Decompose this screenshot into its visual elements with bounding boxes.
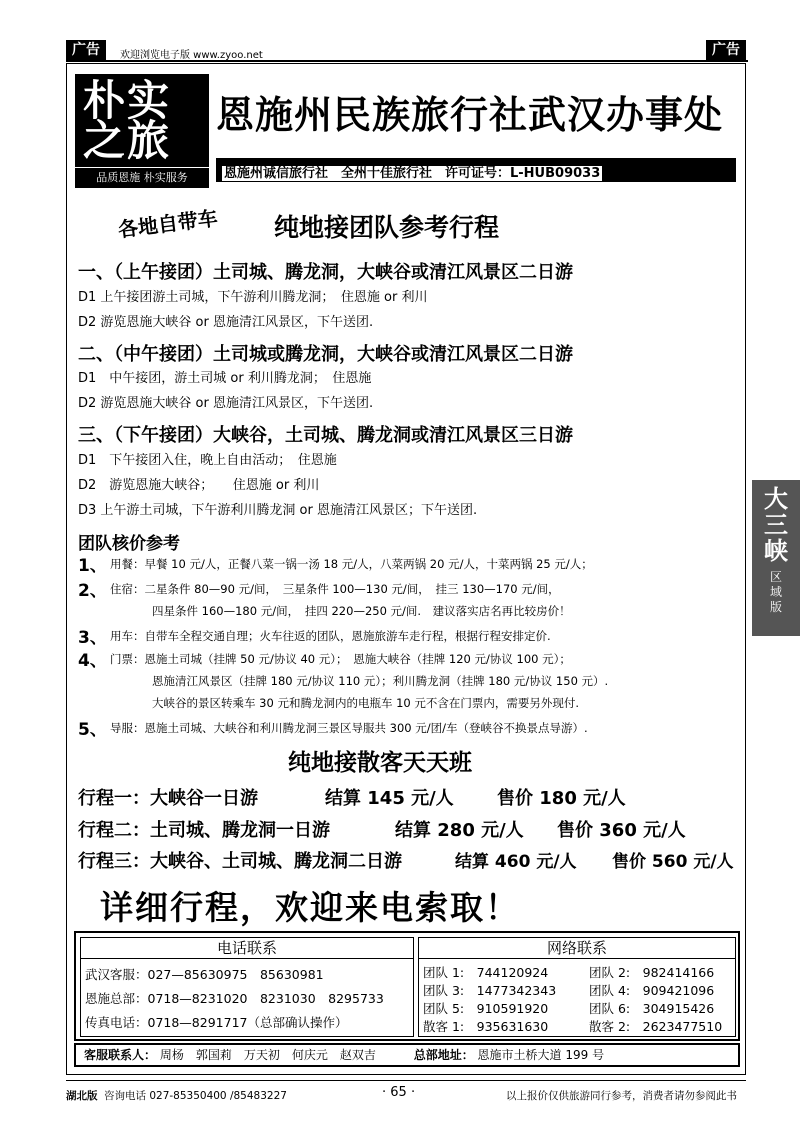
ad-label-left: 广告 [66,40,106,60]
phone-row: 传真电话：0718—8291717（总部确认操作） [85,1015,348,1030]
footer-divider [66,1080,746,1081]
trip-settle: 结算 280 元/人 [395,820,524,841]
pricing-heading: 团队核价参考 [78,534,180,554]
itinerary-title: 二、（中午接团）土司城或腾龙洞，大峡谷或清江风景区二日游 [78,344,573,365]
subtitle-text: 恩施州诚信旅行社 全州十佳旅行社 许可证号：L-HUB09033 [224,166,601,181]
trip-name: 行程二：土司城、腾龙洞一日游 [78,820,330,841]
logo-line2: 之旅 [83,116,172,165]
trip-sell: 售价 560 元/人 [612,852,734,872]
region-side-tab [752,480,800,636]
team-grid [419,959,735,1037]
pricing-num: 5、 [78,720,107,740]
team-entry: 团队 5: 910591920 [423,1001,549,1016]
pricing-line: 大峡谷的景区转乘车 30 元和腾龙洞内的电瓶车 10 元不含在门票内，需要另外现付. [152,696,580,710]
trip-settle: 结算 460 元/人 [455,852,577,872]
trip-sell: 售价 360 元/人 [557,820,686,841]
footer-edition: 湖北版 [66,1090,98,1102]
pricing-num: 1、 [78,556,107,576]
pricing-line: 门票：恩施土司城（挂牌 50 元/协议 40 元）； 恩施大峡谷（挂牌 120 元/协议 100 元）； [110,652,571,666]
staff-names: 周杨 郭国莉 万天初 何庆元 赵双吉 [159,1048,376,1062]
pricing-line: 恩施清江风景区（挂牌 180 元/协议 110 元）；利川腾龙洞（挂牌 180 元/协议 150 元）. [152,674,609,688]
pricing-line: 导服：恩施土司城、大峡谷和利川腾龙洞三景区导服共 300 元/团/车（登峡谷不换景点导游）. [110,721,588,735]
staff-label: 客服联系人： [84,1048,157,1062]
phone-heading: 电话联系 [81,938,413,959]
logo-slogan: 品质恩施 朴实服务 [75,167,209,188]
itinerary-day: D1 上午接团游土司城，下午游利川腾龙洞； 住恩施 or 利川 [78,290,428,305]
page-number: · 65 · [382,1085,416,1100]
side-tab-title: 大三峡 [764,484,788,565]
team-entry: 散客 1: 935631630 [423,1019,549,1034]
hq-address: 恩施市土桥大道 199 号 [477,1048,605,1062]
itinerary-day: D2 游览恩施大峡谷； 住恩施 or 利川 [78,478,320,493]
footer-phone: 咨询电话 027-85350400 /85483227 [104,1090,287,1102]
itinerary-title: 三、（下午接团）大峡谷，土司城、腾龙洞或清江风景区三日游 [78,425,573,446]
ad-label-right: 广告 [706,40,746,60]
pricing-num: 4、 [78,651,107,671]
trip-sell: 售价 180 元/人 [497,788,626,809]
logo-line1: 朴实 [83,76,172,125]
trip-settle: 结算 145 元/人 [325,788,454,809]
trip-name: 行程三：大峡谷、土司城、腾龙洞二日游 [78,851,402,872]
net-heading: 网络联系 [419,938,735,959]
footer-note: 以上报价仅供旅游同行参考，消费者请勿参阅此书 [506,1090,737,1102]
pricing-line: 住宿：二星条件 80—90 元/间， 三星条件 100—130 元/间， 挂三 130—170 元/间， [110,582,560,596]
team-entry: 团队 6: 304915426 [589,1001,715,1016]
net-contact-panel [418,937,736,1037]
itinerary-day: D1 下午接团入住，晚上自由活动； 住恩施 [78,453,337,468]
itinerary-title: 一、（上午接团）土司城、腾龙洞，大峡谷或清江风景区二日游 [78,262,573,283]
welcome-text: 欢迎浏览电子版 www.zyoo.net [120,50,263,61]
self-car-label: 各地自带车 [116,205,219,242]
pricing-line: 四星条件 160—180 元/间， 挂四 220—250 元/间. 建议落实店名再比较房价！ [152,604,571,618]
team-entry: 散客 2: 2623477510 [589,1019,723,1034]
team-entry: 团队 4: 909421096 [589,983,715,998]
hq-label: 总部地址： [413,1048,474,1062]
phone-row: 武汉客服：027—85630975 85630981 [85,967,324,982]
itinerary-day: D3 上午游土司城，下午游利川腾龙洞 or 恩施清江风景区；下午送团. [78,503,478,518]
team-entry: 团队 3: 1477342343 [423,983,557,998]
page-title: 恩施州民族旅行社武汉办事处 [216,93,724,137]
pricing-num: 2、 [78,581,107,601]
trip-name: 行程一：大峡谷一日游 [78,788,258,809]
staff-address-row [74,1043,740,1067]
top-divider [66,60,748,62]
pricing-line: 用餐：早餐 10 元/人，正餐八菜一锅一汤 18 元/人，八菜两锅 20 元/人，十菜两锅 25 元/人； [110,557,593,571]
daily-heading: 纯地接散客天天班 [288,750,472,776]
agency-logo [75,74,209,188]
itinerary-day: D1 中午接团，游土司城 or 利川腾龙洞； 住恩施 [78,371,372,386]
side-tab-subtitle: 区域版 [769,570,782,614]
pricing-line: 用车：自带车全程交通自理；火车往返的团队，恩施旅游车走行程，根据行程安排定价. [110,629,551,643]
phone-row: 恩施总部：0718—8231020 8231030 8295733 [85,991,384,1006]
subtitle [222,162,602,181]
team-entry: 团队 2: 982414166 [589,965,715,980]
itinerary-day: D2 游览恩施大峡谷 or 恩施清江风景区，下午送团. [78,396,374,411]
cta-banner: 详细行程，欢迎来电索取！ [100,888,520,927]
itinerary-day: D2 游览恩施大峡谷 or 恩施清江风景区，下午送团. [78,315,374,330]
pricing-num: 3、 [78,628,107,648]
main-heading: 纯地接团队参考行程 [274,213,500,242]
team-entry: 团队 1: 744120924 [423,965,549,980]
phone-contact-panel [80,937,414,1037]
